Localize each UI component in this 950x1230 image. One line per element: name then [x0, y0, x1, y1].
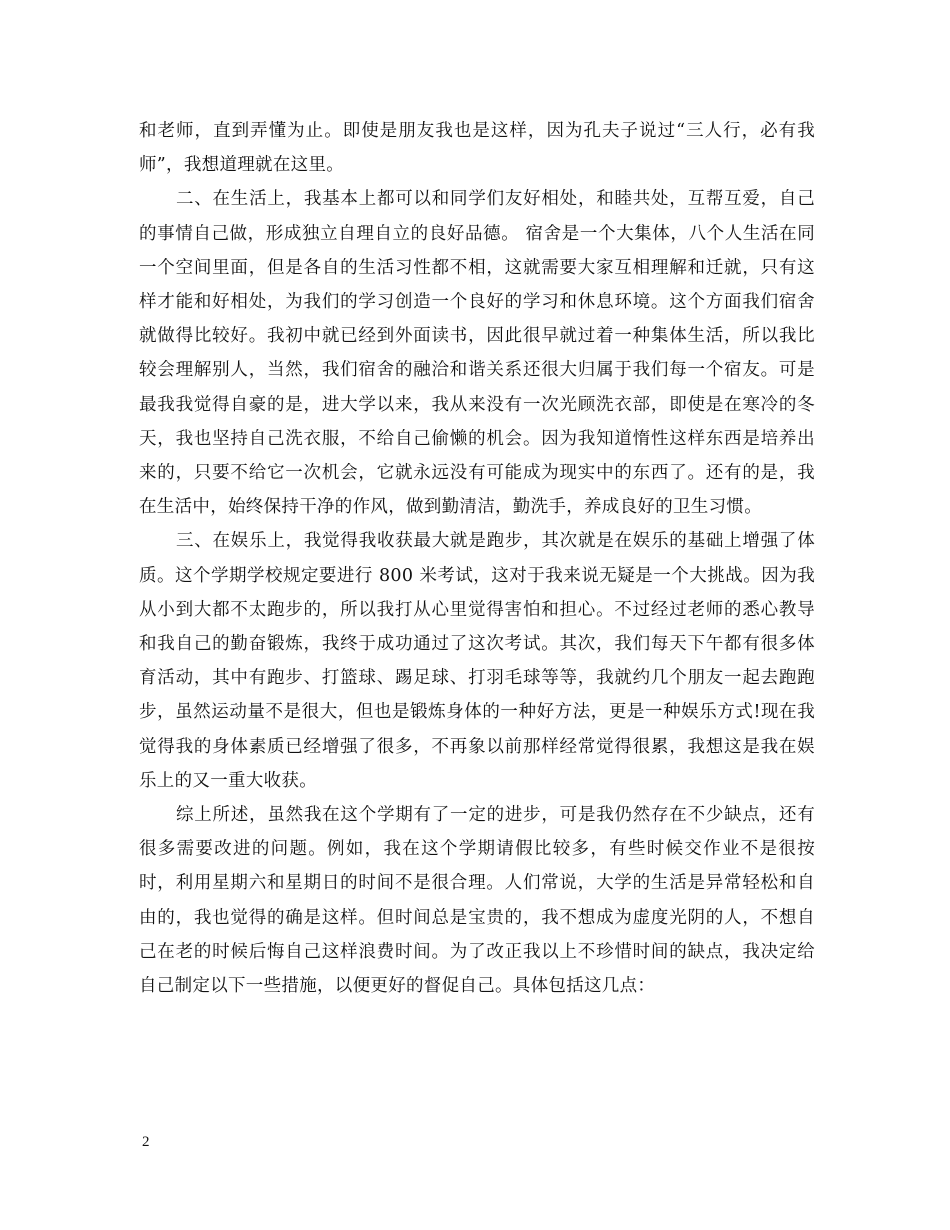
- paragraph-life: 二、在生活上，我基本上都可以和同学们友好相处，和睦共处，互帮互爱，自己的事情自己做，形成独立自理自立的良好品德。 宿舍是一个大集体，八个人生活在同一个空间里面，但是各自的生活习性都不相，这就需要大家互相理解和迁就，只有这样才能和好相处，为我们的学习创造一个良好的学习和休息环境。这个方面我们宿舍就做得比较好。我初中就已经到外面读书，因此很早就过着一种集体生活，所以我比较会理解别人，当然，我们宿舍的融洽和谐关系还很大归属于我们每一个宿友。可是最我我觉得自豪的是，进大学以来，我从来没有一次光顾洗衣部，即使是在寒冷的冬天，我也坚持自己洗衣服，不给自己偷懒的机会。因为我知道惰性这样东西是培养出来的，只要不给它一次机会，它就永远没有可能成为现实中的东西了。还有的是，我在生活中，始终保持干净的作风，做到勤清洁，勤洗手，养成良好的卫生习惯。: [139, 189, 815, 518]
- paragraph-entertainment: 三、在娱乐上，我觉得我收获最大就是跑步，其次就是在娱乐的基础上增强了体质。这个学期学校规定要进行 800 米考试，这对于我来说无疑是一个大挑战。因为我从小到大都不太跑步的，所以我打从心里觉得害怕和担心。不过经过老师的悉心教导和我自己的勤奋锻炼，我终于成功通过了这次考试。其次，我们每天下午都有很多体育活动，其中有跑步、打篮球、踢足球、打羽毛球等等，我就约几个朋友一起去跑跑步，虽然运动量不是很大，但也是锻炼身体的一种好方法，更是一种娱乐方式!现在我觉得我的身体素质已经增强了很多，不再象以前那样经常觉得很累，我想这是我在娱乐上的又一重大收获。: [139, 531, 815, 791]
- paragraph-summary: 综上所述，虽然我在这个学期有了一定的进步，可是我仍然存在不少缺点，还有很多需要改进的问题。例如，我在这个学期请假比较多，有些时候交作业不是很按时，利用星期六和星期日的时间不是很合理。人们常说，大学的生活是异常轻松和自由的，我也觉得的确是这样。但时间总是宝贵的，我不想成为虚度光阴的人，不想自己在老的时候后悔自己这样浪费时间。为了改正我以上不珍惜时间的缺点，我决定给自己制定以下一些措施，以便更好的督促自己。具体包括这几点：: [139, 805, 815, 997]
- document-body: [139, 114, 815, 1003]
- page-number: 2: [142, 1134, 150, 1150]
- paragraph-continuation: 和老师，直到弄懂为止。即使是朋友我也是这样，因为孔夫子说过“三人行，必有我师”，我想道理就在这里。: [139, 121, 815, 176]
